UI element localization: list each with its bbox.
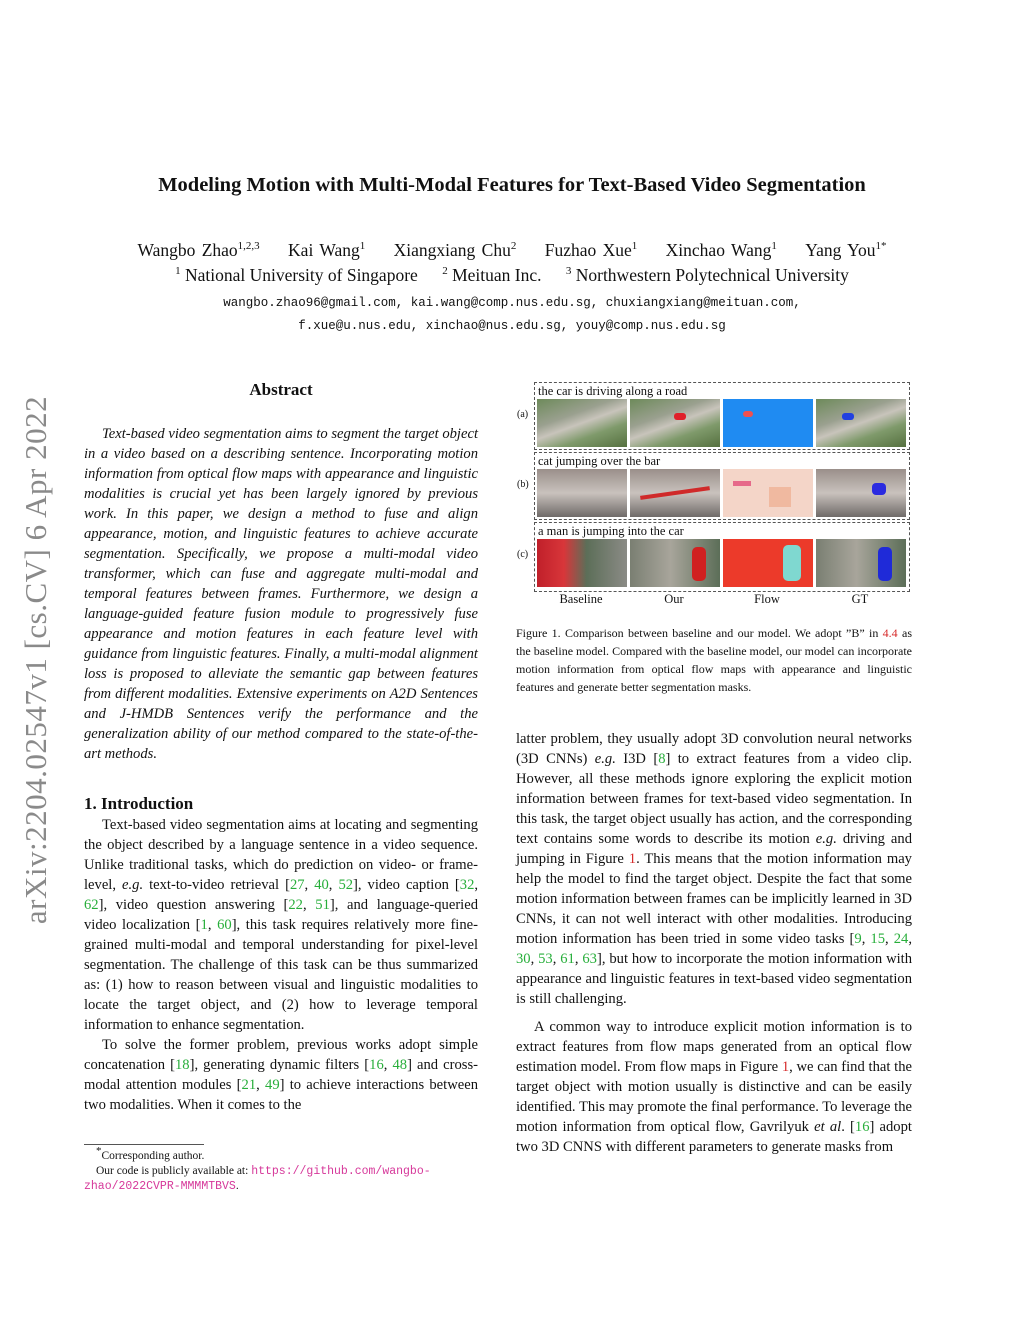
- citation-link[interactable]: 24: [893, 931, 909, 947]
- frame-image: [816, 399, 906, 447]
- flow-map-image: [723, 539, 813, 587]
- citation-link[interactable]: 9: [854, 931, 862, 947]
- footnote-rule: [84, 1144, 204, 1145]
- citation-link[interactable]: 63: [582, 951, 597, 967]
- panel-label: (a): [517, 409, 529, 420]
- affiliation: $^2$ Meituan Inc.: [442, 265, 542, 285]
- figure-ref-link[interactable]: 1: [628, 851, 637, 867]
- paragraph: To solve the former problem, previous works adopt simple concatenation [18], generating dynamic filters [16, 48] and cross-modal attention modules [21, 49] to achieve interactions between two modalities. When it comes to the: [84, 1037, 479, 1113]
- paragraph: A common way to introduce explicit motion information is to extract features from flow maps generated from an optical flow estimation model. From flow maps in Figure 1, we can find that the target object with motion usually is distinctive and can be easily identified. This may promote the final performance. To leverage the motion information from optical flow, Gavrilyuk et al. [16] adopt two 3D CNNS with different parameters to generate masks from: [516, 1019, 912, 1155]
- panel-caption: cat jumping over the bar: [538, 454, 661, 468]
- column-label: Flow: [754, 592, 780, 606]
- column-label: Baseline: [559, 592, 603, 606]
- figure-panel-a: [517, 382, 910, 450]
- paragraph: Text-based video segmentation aims at locating and segmenting the object described by a language sentence in a video sequence. Unlike traditional tasks, which do prediction on video- or frame- level, e.g. text-to-video retrieval [27, 40, 52], video caption [32, 62], video question answering [22, 51], and language-queried video localization [1, 60], this task requires relatively more fine-grained multi-modal and temporal understanding for pixel-level segmentation. The challenge of this task can be thus summarized as: (1) how to reason between visual and linguistic modalities to locate the target object, and (2) how to leverage temporal information to enhance segmentation.: [84, 817, 479, 1033]
- flow-map-image: [723, 469, 813, 517]
- citation-link[interactable]: 53: [538, 951, 553, 967]
- introduction-heading: 1. Introduction: [84, 794, 194, 813]
- column-label: Our: [664, 592, 684, 606]
- abstract-body: Text-based video segmentation aims to segment the target object in a video based on a describing sentence. Incorporating motion information from optical flow maps with appearance and linguistic modalities is crucial yet has been largely ignored by previous work. In this paper, we design a method to fuse and align appearance, motion, and linguistic features to achieve accurate segmentation. Specifically, we propose a multi-modal video transformer, which can fuse and aggregate multi-modal and temporal features between frames. Furthermore, we design a language-guided feature fusion module to progressively fuse appearance and motion features in each feature level with guidance from linguistic features. Finally, a multi-modal alignment loss is proposed to alleviate the semantic gap between features from different modalities. Extensive experiments on A2D Sentences and J-HMDB Sentences verify the performance and the generalization ability of our method compared to the state-of-the-art methods.: [84, 426, 478, 762]
- footnote: *Corresponding author. Our code is publicly available at: https://github.com/wangbo-zhao/2022CVPR-MMMMTBVS.: [84, 1145, 431, 1193]
- figure-panel-b: [517, 452, 910, 520]
- figure-ref-link[interactable]: 1: [781, 1059, 790, 1075]
- frame-image: [630, 539, 720, 587]
- right-column-body: [516, 729, 912, 1157]
- citation-link[interactable]: 21: [241, 1077, 257, 1093]
- figure-panel-c: [517, 522, 910, 592]
- citation-link[interactable]: 16: [369, 1057, 384, 1073]
- citation-link[interactable]: 51: [315, 897, 330, 913]
- citation-link[interactable]: 8: [658, 751, 666, 767]
- paper-title: Modeling Motion with Multi-Modal Features for Text-Based Video Segmentation: [158, 174, 866, 196]
- citation-link[interactable]: 52: [338, 877, 354, 893]
- affiliation: $^3$ Northwestern Polytechnical University: [565, 265, 849, 285]
- frame-image: [537, 469, 627, 517]
- code-url-link[interactable]: https://github.com/wangbo-zhao/2022CVPR-MMMMTBVS: [84, 1165, 431, 1193]
- arxiv-sidebar-stamp: [16, 360, 56, 960]
- citation-link[interactable]: 30: [516, 951, 531, 967]
- frame-image: [537, 539, 627, 587]
- frame-image: [630, 399, 720, 447]
- citation-link[interactable]: 15: [870, 931, 886, 947]
- frame-image: [630, 469, 720, 517]
- arxiv-id: arXiv:2204.02547v1 [cs.CV] 6 Apr 2022: [18, 395, 54, 925]
- author: Xinchao Wang$^1$: [665, 240, 777, 260]
- author-list: [0, 240, 1024, 261]
- citation-link[interactable]: 62: [84, 897, 99, 913]
- column-label: GT: [851, 592, 869, 606]
- flow-map-image: [723, 399, 813, 447]
- panel-label: (b): [517, 479, 529, 490]
- citation-link[interactable]: 16: [854, 1119, 870, 1135]
- frame-image: [816, 469, 906, 517]
- panel-label: (c): [517, 549, 529, 560]
- citation-link[interactable]: 32: [459, 877, 475, 893]
- panel-caption: the car is driving along a road: [538, 384, 688, 398]
- citation-link[interactable]: 48: [392, 1057, 408, 1073]
- figure-caption: Figure 1. Comparison between baseline and our model. We adopt ”B” in 4.4 as the baseline model. Compared with the baseline model, our model can incorporate motion information from optical flow maps with appearance and linguistic features and generate better segmentation masks.: [516, 626, 912, 694]
- citation-link[interactable]: 40: [314, 877, 329, 893]
- citation-link[interactable]: 18: [174, 1057, 190, 1073]
- citation-link[interactable]: 49: [265, 1077, 280, 1093]
- paragraph: latter problem, they usually adopt 3D convolution neural networks (3D CNNs) e.g. I3D [8] to extract features from a video clip. However, all these methods ignore exploring the explicit motion information between frames for text-based video segmentation. In this task, the target object usually has action, and the corresponding text contains some words to describe its motion e.g. driving and jumping in Figure 1. This means that the motion information may help the model to find the target object. Despite the fact that some motion information between frames can be implicitly learned in 3D CNNs, it can not well interact with other modalities. Introducing motion information has been tried in some video tasks [9, 15, 24, 30, 53, 61, 63], but how to incorporate the motion information with appearance and linguistic features in text-based video segmentation is still challenging.: [516, 731, 913, 1007]
- affiliation-list: [0, 265, 1024, 286]
- author: Fuzhao Xue$^1$: [544, 240, 638, 260]
- author: Kai Wang$^1$: [288, 240, 366, 260]
- author: Yang You$^{1*}$: [805, 240, 887, 260]
- affiliation: $^1$ National University of Singapore: [175, 265, 418, 285]
- section-ref-link[interactable]: 4.4: [882, 626, 898, 640]
- citation-link[interactable]: 61: [560, 951, 575, 967]
- citation-link[interactable]: 22: [288, 897, 303, 913]
- frame-image: [816, 539, 906, 587]
- panel-caption: a man is jumping into the car: [538, 524, 684, 538]
- abstract-heading: Abstract: [249, 380, 313, 399]
- author: Wangbo Zhao$^{1,2,3}$: [137, 240, 260, 260]
- introduction-body: [84, 815, 478, 1115]
- frame-image: [537, 399, 627, 447]
- citation-link[interactable]: 1: [200, 917, 208, 933]
- citation-link[interactable]: 60: [217, 917, 232, 933]
- citation-link[interactable]: 27: [289, 877, 305, 893]
- author-emails: wangbo.zhao96@gmail.com, kai.wang@comp.nus.edu.sg, chuxiangxiang@meituan.com, f.xue@u.nus.edu, xinchao@nus.edu.sg, youy@comp.nus.edu.sg: [223, 296, 801, 333]
- author: Xiangxiang Chu$^2$: [393, 240, 517, 260]
- figure-1: [516, 380, 916, 608]
